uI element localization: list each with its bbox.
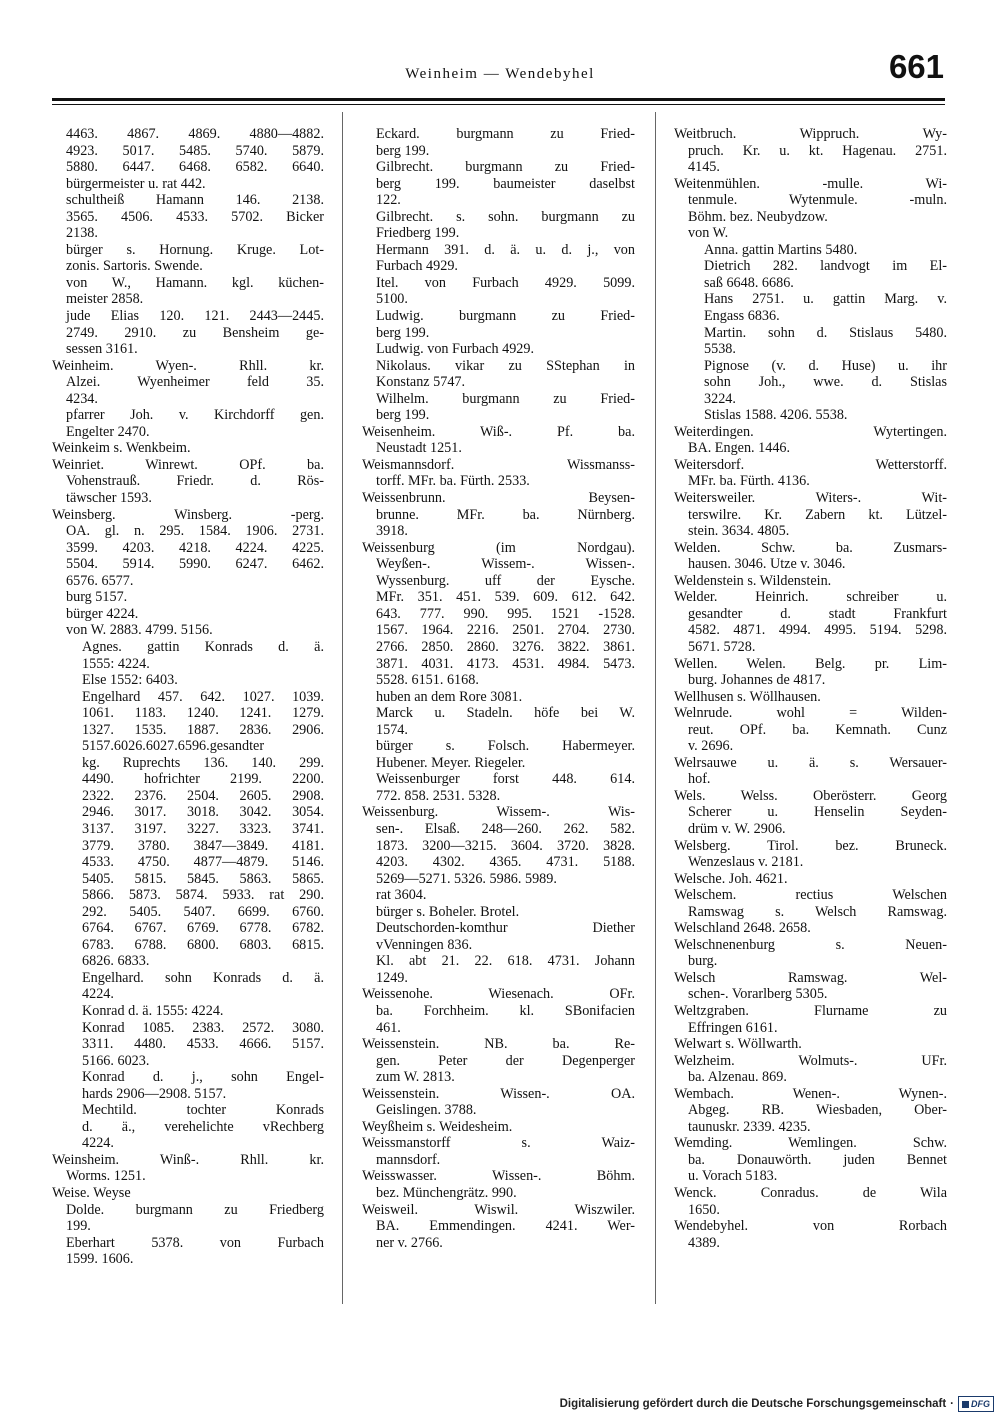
index-entry-head: Weisenheim. Wiß-. Pf. ba. bbox=[362, 423, 635, 440]
footer-credit bbox=[560, 1396, 994, 1412]
index-entry-head: Weinsberg. Winsberg. -perg. bbox=[52, 506, 324, 523]
index-entry-line: Nikolaus. vikar zu SStephan in bbox=[376, 357, 635, 374]
index-entry-line: 4490. hofrichter 2199. 2200. bbox=[82, 771, 324, 788]
index-entry-head: Weiterdingen. Wytertingen. bbox=[674, 423, 947, 440]
index-entry-head: Welsch Ramswag. Wel- bbox=[674, 969, 947, 986]
index-entry-line: 6826. 6833. bbox=[82, 953, 150, 970]
index-entry-line: taunuskr. 2339. 4235. bbox=[688, 1118, 811, 1135]
index-entry-line: 4582. 4871. 4994. 4995. 5194. 5298. bbox=[688, 622, 947, 639]
index-entry-line: Konrad 1085. 2383. 2572. 3080. bbox=[82, 1019, 324, 1036]
index-entry-line: berg 199. bbox=[376, 407, 430, 424]
index-entry-line: Engelhard 457. 642. 1027. 1039. bbox=[82, 688, 324, 705]
index-entry-line: bez. Münchengrätz. 990. bbox=[376, 1185, 517, 1201]
index-entry-line: 2138. bbox=[66, 225, 98, 242]
index-entry-line: Alzei. Wyenheimer feld 35. bbox=[66, 374, 324, 391]
index-entry-line: von W., Hamann. kgl. küchen- bbox=[66, 274, 324, 291]
index-entry-head: Weinkeim s. Wenkbeim. bbox=[52, 440, 191, 457]
index-entry-line: sessen 3161. bbox=[66, 341, 138, 358]
index-entry-line: 5405. 5815. 5845. 5863. 5865. bbox=[82, 870, 324, 887]
index-entry-line: burg 5157. bbox=[66, 589, 128, 606]
index-entry-line: Konrad d. j., sohn Engel- bbox=[82, 1069, 324, 1086]
index-entry-line: 4533. 4750. 4877—4879. 5146. bbox=[82, 854, 324, 871]
index-entry-line: 4224. bbox=[82, 986, 114, 1003]
index-entry-line: Furbach 4929. bbox=[376, 258, 458, 275]
index-entry-line: 6576. 6577. bbox=[66, 572, 134, 589]
index-entry-line: sohn Joh., wwe. d. Stislas bbox=[704, 374, 947, 391]
index-entry-line: ba. Alzenau. 869. bbox=[688, 1069, 787, 1086]
index-entry-line: schultheiß Hamann 146. 2138. bbox=[66, 192, 324, 209]
index-entry-line: bürger s. Hornung. Kruge. Lot- bbox=[66, 241, 324, 258]
index-entry-line: Effringen 6161. bbox=[688, 1019, 778, 1036]
index-entry-line: Anna. gattin Martins 5480. bbox=[704, 241, 858, 258]
index-entry-line: burg. Johannes de 4817. bbox=[688, 672, 826, 689]
index-entry-line: 2322. 2376. 2504. 2605. 2908. bbox=[82, 787, 324, 804]
index-column-1 bbox=[52, 126, 324, 1268]
index-entry-line: Ludwig. burgmann zu Fried- bbox=[376, 308, 635, 325]
index-entry-line: 5538. bbox=[704, 341, 736, 358]
index-entry-head: Welschnenenburg s. Neuen- bbox=[674, 936, 947, 953]
index-entry-head: Wels. Welss. Oberösterr. Georg bbox=[674, 787, 947, 804]
index-entry-line: 199. bbox=[66, 1218, 91, 1235]
index-entry-line: jude Elias 120. 121. 2443—2445. bbox=[66, 308, 324, 325]
index-entry-head: Welwart s. Wöllwarth. bbox=[674, 1036, 802, 1053]
index-entry-line: bürgermeister u. rat 442. bbox=[66, 175, 206, 192]
index-entry-line: 122. bbox=[376, 192, 401, 209]
index-entry-head: Weissenstein. Wissen-. OA. bbox=[362, 1085, 635, 1102]
index-entry-line: 5269—5271. 5326. 5986. 5989. bbox=[376, 870, 557, 887]
index-entry-head: Weisweil. Wiswil. Wiszwiler. bbox=[362, 1201, 635, 1218]
index-entry-line: Stislas 1588. 4206. 5538. bbox=[704, 407, 848, 424]
page-number: 661 bbox=[888, 48, 944, 85]
index-column-2 bbox=[362, 126, 635, 1251]
index-entry-line: 292. 5405. 5407. 6699. 6760. bbox=[82, 903, 324, 920]
column-divider-2 bbox=[655, 112, 656, 1304]
index-entry-line: Wenzeslaus v. 2181. bbox=[688, 854, 804, 871]
index-entry-line: Eberhart 5378. von Furbach bbox=[66, 1234, 324, 1251]
index-entry-line: 2946. 3017. 3018. 3042. 3054. bbox=[82, 804, 324, 821]
index-entry-line: Weyßen-. Wissem-. Wissen-. bbox=[376, 556, 635, 573]
index-entry-line: reut. OPf. ba. Kemnath. Cunz bbox=[688, 721, 947, 738]
index-entry-line: pfarrer Joh. v. Kirchdorff gen. bbox=[66, 407, 324, 424]
index-entry-line: 1327. 1535. 1887. 2836. 2906. bbox=[82, 721, 324, 738]
index-entry-head: Weise. Weyse bbox=[52, 1185, 131, 1201]
index-entry-line: Hermann 391. d. ä. u. d. j., von bbox=[376, 241, 635, 258]
index-entry-line: Engass 6836. bbox=[704, 308, 780, 325]
index-entry-line: 5528. 6151. 6168. bbox=[376, 672, 479, 689]
index-entry-head: Welschland 2648. 2658. bbox=[674, 920, 811, 937]
index-entry-line: 1574. bbox=[376, 721, 408, 738]
index-entry-line: terswilre. Kr. Zabern kt. Lützel- bbox=[688, 506, 947, 523]
index-entry-head: Weisswasser. Wissen-. Böhm. bbox=[362, 1168, 635, 1185]
index-entry-line: mannsdorf. bbox=[376, 1151, 441, 1168]
index-entry-line: Konstanz 5747. bbox=[376, 374, 466, 391]
index-entry-line: 3599. 4203. 4218. 4224. 4225. bbox=[66, 539, 324, 556]
header-subrule bbox=[52, 104, 945, 105]
index-entry-head: Weldenstein s. Wildenstein. bbox=[674, 572, 832, 589]
index-entry-line: 4224. bbox=[82, 1135, 114, 1152]
index-entry-line: 5866. 5873. 5874. 5933. rat 290. bbox=[82, 887, 324, 904]
index-entry-line: hards 2906—2908. 5157. bbox=[82, 1085, 227, 1102]
index-entry-line: 5880. 6447. 6468. 6582. 6640. bbox=[66, 159, 324, 176]
index-entry-line: saß 6648. 6686. bbox=[704, 274, 794, 291]
index-entry-line: ba. Donauwörth. juden Bennet bbox=[688, 1151, 947, 1168]
index-entry-line: stein. 3634. 4805. bbox=[688, 523, 790, 540]
index-entry-line: schen-. Vorarlberg 5305. bbox=[688, 986, 828, 1003]
index-entry-head: Wemding. Wemlingen. Schw. bbox=[674, 1135, 947, 1152]
index-entry-head: Welzheim. Wolmuts-. UFr. bbox=[674, 1052, 947, 1069]
index-entry-line: Wilhelm. burgmann zu Fried- bbox=[376, 390, 635, 407]
index-entry-line: 3779. 3780. 3847—3849. 4181. bbox=[82, 837, 324, 854]
index-entry-line: sen-. Elsaß. 248—260. 262. 582. bbox=[376, 820, 635, 837]
index-entry-line: Gilbrecht. burgmann zu Fried- bbox=[376, 159, 635, 176]
index-entry-head: Weissenstein. NB. ba. Re- bbox=[362, 1036, 635, 1053]
index-entry-line: 5166. 6023. bbox=[82, 1052, 150, 1069]
index-entry-head: Weinriet. Winrewt. OPf. ba. bbox=[52, 456, 324, 473]
index-entry-line: 1567. 1964. 2216. 2501. 2704. 2730. bbox=[376, 622, 635, 639]
index-entry-line: BA. Engen. 1446. bbox=[688, 440, 791, 457]
index-entry-line: torff. MFr. ba. Fürth. 2533. bbox=[376, 473, 530, 490]
index-entry-line: 1061. 1183. 1240. 1241. 1279. bbox=[82, 705, 324, 722]
index-entry-line: brunne. MFr. ba. Nürnberg. bbox=[376, 506, 635, 523]
index-entry-line: hof. bbox=[688, 771, 711, 788]
index-entry-line: Dolde. burgmann zu Friedberg bbox=[66, 1201, 324, 1218]
index-entry-line: 3311. 4480. 4533. 4666. 5157. bbox=[82, 1036, 324, 1053]
index-entry-line: 1555: 4224. bbox=[82, 655, 150, 672]
index-entry-line: 5671. 5728. bbox=[688, 638, 756, 655]
header-rule bbox=[52, 98, 945, 101]
index-entry-head: Weitenmühlen. -mulle. Wi- bbox=[674, 175, 947, 192]
index-entry-line: Agnes. gattin Konrads d. ä. bbox=[82, 638, 324, 655]
index-entry-line: v. 2696. bbox=[688, 738, 734, 755]
index-entry-line: 772. 858. 2531. 5328. bbox=[376, 787, 501, 804]
index-entry-line: d. ä., verehelichte vRechberg bbox=[82, 1118, 324, 1135]
index-entry-line: Engelter 2470. bbox=[66, 423, 150, 440]
running-head: Weinheim — Wendebyhel bbox=[405, 66, 595, 82]
index-entry-line: berg 199. baumeister daselbst bbox=[376, 175, 635, 192]
index-entry-head: Weitbruch. Wippruch. Wy- bbox=[674, 126, 947, 142]
index-entry-line: Neustadt 1251. bbox=[376, 440, 462, 457]
index-entry-line: 1249. bbox=[376, 969, 408, 986]
index-entry-line: tenmule. Wytenmule. -muln. bbox=[688, 192, 947, 209]
index-entry-head: Welnrude. wohl = Wilden- bbox=[674, 705, 947, 722]
index-entry-line: 4234. bbox=[66, 390, 98, 407]
index-entry-head: Weltzgraben. Flurname zu bbox=[674, 1002, 947, 1019]
index-entry-head: Weissenburg (im Nordgau). bbox=[362, 539, 635, 556]
index-entry-line: 3224. bbox=[704, 390, 736, 407]
index-entry-head: Welschem. rectius Welschen bbox=[674, 887, 947, 904]
index-entry-line: von W. bbox=[688, 225, 729, 242]
index-entry-line: Eckard. burgmann zu Fried- bbox=[376, 126, 635, 142]
index-entry-line: Pignose (v. d. Huse) u. ihr bbox=[704, 357, 947, 374]
index-entry-line: 4145. bbox=[688, 159, 720, 176]
index-entry-head: Weinsheim. Winß-. Rhll. kr. bbox=[52, 1151, 324, 1168]
index-entry-line: Mechtild. tochter Konrads bbox=[82, 1102, 324, 1119]
index-entry-line: 5157.6026.6027.6596.gesandter bbox=[82, 738, 265, 755]
separator-dot: · bbox=[950, 1398, 954, 1410]
index-entry-line: 6764. 6767. 6769. 6778. 6782. bbox=[82, 920, 324, 937]
index-entry-line: MFr. 351. 451. 539. 609. 612. 642. bbox=[376, 589, 635, 606]
index-entry-line: OA. gl. n. 295. 1584. 1906. 2731. bbox=[66, 523, 324, 540]
index-entry-head: Weyßheim s. Weidesheim. bbox=[362, 1118, 513, 1135]
index-entry-line: 5504. 5914. 5990. 6247. 6462. bbox=[66, 556, 324, 573]
index-entry-line: Else 1552: 6403. bbox=[82, 672, 178, 689]
index-entry-line: 6783. 6788. 6800. 6803. 6815. bbox=[82, 936, 324, 953]
index-entry-head: Wendebyhel. von Rorbach bbox=[674, 1218, 947, 1235]
index-entry-line: 643. 777. 990. 995. 1521 -1528. bbox=[376, 605, 635, 622]
index-entry-line: ner v. 2766. bbox=[376, 1234, 443, 1251]
index-entry-line: 4203. 4302. 4365. 4731. 5188. bbox=[376, 854, 635, 871]
index-entry-line: 3565. 4506. 4533. 5702. Bicker bbox=[66, 208, 324, 225]
index-entry-line: 5100. bbox=[376, 291, 408, 308]
index-entry-line: 3871. 4031. 4173. 4531. 4984. 5473. bbox=[376, 655, 635, 672]
index-entry-line: 1873. 3200—3215. 3604. 3720. 3828. bbox=[376, 837, 635, 854]
index-entry-line: MFr. ba. Fürth. 4136. bbox=[688, 473, 810, 490]
index-entry-line: Hubener. Meyer. Riegeler. bbox=[376, 754, 526, 771]
index-entry-line: Gilbrecht. s. sohn. burgmann zu bbox=[376, 208, 635, 225]
index-entry-line: Hans 2751. u. gattin Marg. v. bbox=[704, 291, 947, 308]
index-entry-head: Weitersweiler. Witers-. Wit- bbox=[674, 490, 947, 507]
index-entry-head: Weissenohe. Wiesenach. OFr. bbox=[362, 986, 635, 1003]
index-entry-head: Weissenburg. Wissem-. Wis- bbox=[362, 804, 635, 821]
index-entry-line: 4389. bbox=[688, 1234, 720, 1251]
index-entry-head: Welder. Heinrich. schreiber u. bbox=[674, 589, 947, 606]
footer-text: Digitalisierung gefördert durch die Deutsche Forschungsgemeinschaft bbox=[559, 1398, 947, 1410]
index-entry-head: Wellen. Welen. Belg. pr. Lim- bbox=[674, 655, 947, 672]
index-entry-line: Itel. von Furbach 4929. 5099. bbox=[376, 274, 635, 291]
index-entry-line: Ramswag s. Welsch Ramswag. bbox=[688, 903, 947, 920]
index-entry-line: Ludwig. von Furbach 4929. bbox=[376, 341, 535, 358]
index-entry-line: zum W. 2813. bbox=[376, 1069, 455, 1086]
index-entry-line: Geislingen. 3788. bbox=[376, 1102, 477, 1119]
index-entry-line: meister 2858. bbox=[66, 291, 144, 308]
index-entry-line: vVenningen 836. bbox=[376, 936, 473, 953]
index-entry-line: Wyssenburg. uff der Eysche. bbox=[376, 572, 635, 589]
index-entry-line: Vohenstrauß. Friedr. d. Rös- bbox=[66, 473, 324, 490]
index-entry-line: täwscher 1593. bbox=[66, 490, 152, 507]
index-entry-line: 461. bbox=[376, 1019, 401, 1036]
index-entry-line: gen. Peter der Degenperger bbox=[376, 1052, 635, 1069]
index-entry-head: Wellhusen s. Wöllhausen. bbox=[674, 688, 821, 705]
index-entry-line: Worms. 1251. bbox=[66, 1168, 146, 1185]
dfg-logo-icon bbox=[958, 1396, 994, 1412]
index-entry-line: 3137. 3197. 3227. 3323. 3741. bbox=[82, 820, 324, 837]
index-entry-line: Dietrich 282. landvogt im El- bbox=[704, 258, 947, 275]
index-entry-line: Abgeg. RB. Wiesbaden, Ober- bbox=[688, 1102, 947, 1119]
index-entry-line: hausen. 3046. Utze v. 3046. bbox=[688, 556, 846, 573]
dfg-logo-text: DFG bbox=[971, 1399, 990, 1409]
index-entry-line: berg 199. bbox=[376, 324, 430, 341]
index-entry-line: 4923. 5017. 5485. 5740. 5879. bbox=[66, 142, 324, 159]
index-entry-head: Weissmanstorff s. Waiz- bbox=[362, 1135, 635, 1152]
index-entry-line: Engelhard. sohn Konrads d. ä. bbox=[82, 969, 324, 986]
index-entry-head: Wenck. Conradus. de Wila bbox=[674, 1185, 947, 1201]
index-entry-head: Weissenbrunn. Beysen- bbox=[362, 490, 635, 507]
index-entry-line: Böhm. bez. Neubydzow. bbox=[688, 208, 828, 225]
index-entry-line: 1599. 1606. bbox=[66, 1251, 134, 1268]
index-entry-line: 2749. 2910. zu Bensheim ge- bbox=[66, 324, 324, 341]
index-entry-head: Weismannsdorf. Wissmanss- bbox=[362, 456, 635, 473]
index-entry-head: Welden. Schw. ba. Zusmars- bbox=[674, 539, 947, 556]
index-entry-line: ba. Forchheim. kl. SBonifacien bbox=[376, 1002, 635, 1019]
index-entry-line: rat 3604. bbox=[376, 887, 427, 904]
index-entry-line: drüm v. W. 2906. bbox=[688, 820, 786, 837]
index-entry-line: u. Vorach 5183. bbox=[688, 1168, 778, 1185]
index-entry-line: 1650. bbox=[688, 1201, 720, 1218]
index-entry-line: 2766. 2850. 2860. 3276. 3822. 3861. bbox=[376, 638, 635, 655]
index-entry-line: zonis. Sartoris. Swende. bbox=[66, 258, 203, 275]
index-entry-line: pruch. Kr. u. kt. Hagenau. 2751. bbox=[688, 142, 947, 159]
index-entry-line: berg 199. bbox=[376, 142, 430, 159]
index-entry-head: Weitersdorf. Wetterstorff. bbox=[674, 456, 947, 473]
index-entry-line: Martin. sohn d. Stislaus 5480. bbox=[704, 324, 947, 341]
index-entry-line: Weissenburger forst 448. 614. bbox=[376, 771, 635, 788]
index-entry-head: Welsche. Joh. 4621. bbox=[674, 870, 788, 887]
index-entry-line: bürger s. Folsch. Habermeyer. bbox=[376, 738, 635, 755]
index-entry-head: Weinheim. Wyen-. Rhll. kr. bbox=[52, 357, 324, 374]
index-entry-line: Friedberg 199. bbox=[376, 225, 460, 242]
index-entry-line: Konrad d. ä. 1555: 4224. bbox=[82, 1002, 224, 1019]
index-entry-line: BA. Emmendingen. 4241. Wer- bbox=[376, 1218, 635, 1235]
index-entry-line: 3918. bbox=[376, 523, 408, 540]
index-entry-line: kg. Ruprechts 136. 140. 299. bbox=[82, 754, 324, 771]
index-entry-line: Deutschorden-komthur Diether bbox=[376, 920, 635, 937]
index-entry-line: bürger 4224. bbox=[66, 605, 139, 622]
index-entry-line: burg. bbox=[688, 953, 718, 970]
index-entry-line: Marck u. Stadeln. höfe bei W. bbox=[376, 705, 635, 722]
index-entry-line: 4463. 4867. 4869. 4880—4882. bbox=[66, 126, 324, 142]
index-entry-line: gesandter d. stadt Frankfurt bbox=[688, 605, 947, 622]
index-entry-head: Welsberg. Tirol. bez. Bruneck. bbox=[674, 837, 947, 854]
index-entry-line: bürger s. Boheler. Brotel. bbox=[376, 903, 520, 920]
index-column-3 bbox=[674, 126, 947, 1251]
column-divider-1 bbox=[342, 112, 343, 1304]
index-entry-line: huben an dem Rore 3081. bbox=[376, 688, 523, 705]
index-entry-head: Wembach. Wenen-. Wynen-. bbox=[674, 1085, 947, 1102]
index-entry-line: von W. 2883. 4799. 5156. bbox=[66, 622, 213, 639]
index-entry-head: Welrsauwe u. ä. s. Wersauer- bbox=[674, 754, 947, 771]
index-entry-line: Kl. abt 21. 22. 618. 4731. Johann bbox=[376, 953, 635, 970]
index-entry-line: Scherer u. Henselin Seyden- bbox=[688, 804, 947, 821]
